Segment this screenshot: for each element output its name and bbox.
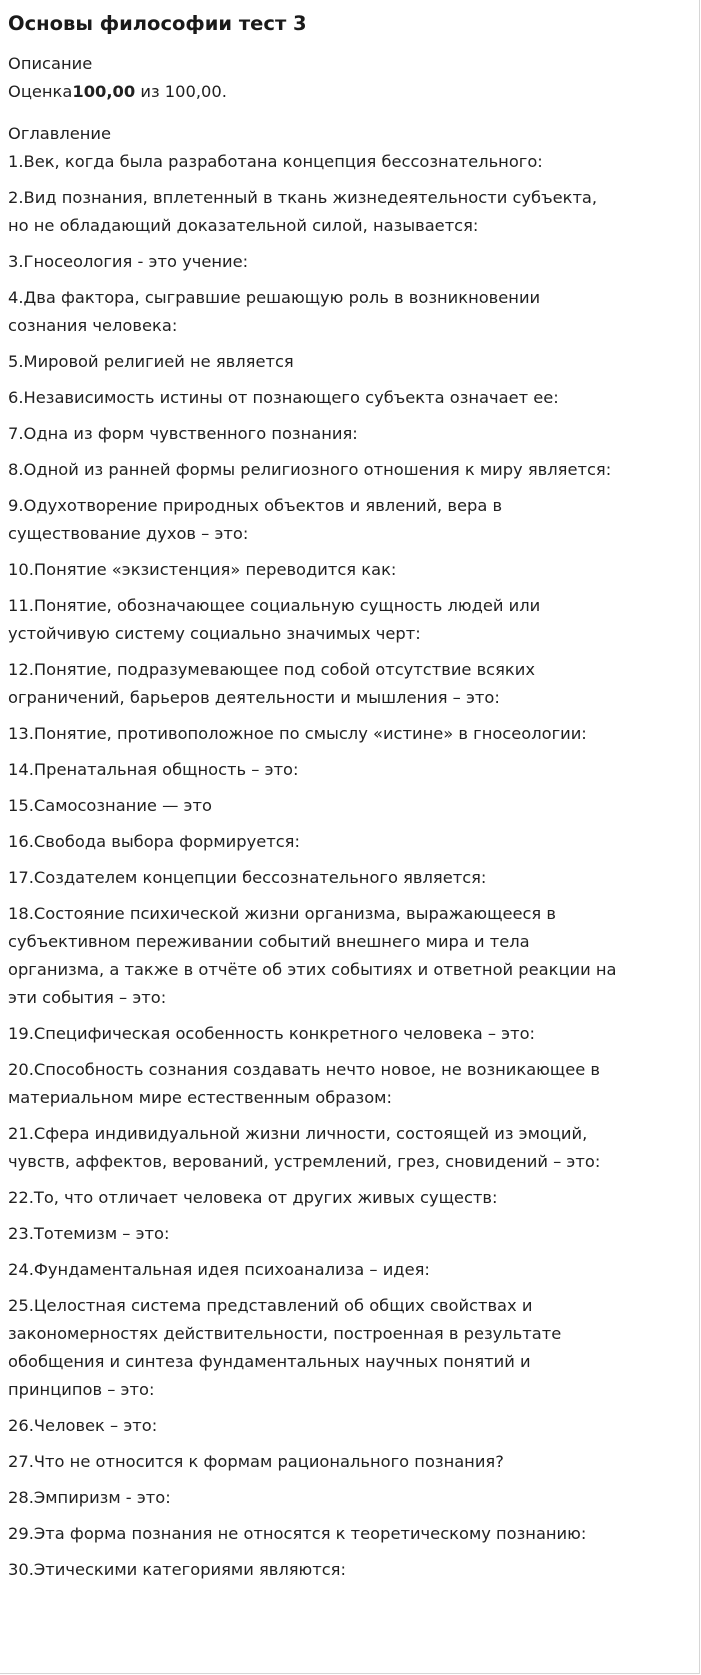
toc-item-line: 30.Этическими категориями являются: bbox=[8, 1560, 346, 1579]
grade-value: 100,00 bbox=[72, 82, 136, 101]
toc-item-line: 8.Одной из ранней формы религиозного отношения к миру является: bbox=[8, 460, 612, 479]
toc-item-line: но не обладающий доказательной силой, называется: bbox=[8, 216, 479, 235]
toc-item[interactable] bbox=[8, 1256, 692, 1284]
toc-item[interactable] bbox=[8, 248, 692, 276]
toc-item-line: 28.Эмпиризм - это: bbox=[8, 1488, 171, 1507]
toc-item-line: 15.Самосознание — это bbox=[8, 796, 212, 815]
toc-item[interactable] bbox=[8, 828, 692, 856]
toc-label: Оглавление bbox=[8, 124, 112, 143]
toc-item-line: 11.Понятие, обозначающее социальную сущность людей или bbox=[8, 596, 541, 615]
toc-item-line: 4.Два фактора, сыгравшие решающую роль в возникновении bbox=[8, 288, 541, 307]
toc-item[interactable] bbox=[8, 1056, 692, 1112]
toc-item-line: чувств, аффектов, верований, устремлений, грез, сновидений – это: bbox=[8, 1152, 601, 1171]
table-of-contents bbox=[8, 148, 692, 1584]
toc-item-line: обобщения и синтеза фундаментальных научных понятий и bbox=[8, 1352, 531, 1371]
description-label: Описание bbox=[8, 54, 93, 73]
toc-item[interactable] bbox=[8, 1520, 692, 1548]
toc-item-line: 18.Состояние психической жизни организма, выражающееся в bbox=[8, 904, 556, 923]
toc-item[interactable] bbox=[8, 1220, 692, 1248]
toc-item[interactable] bbox=[8, 1292, 692, 1404]
toc-item-line: принципов – это: bbox=[8, 1380, 155, 1399]
toc-item[interactable] bbox=[8, 864, 692, 892]
toc-item[interactable] bbox=[8, 492, 692, 548]
toc-item-line: 27.Что не относится к формам рационального познания? bbox=[8, 1452, 504, 1471]
toc-item-line: закономерностях действительности, построенная в результате bbox=[8, 1324, 562, 1343]
toc-item-line: 16.Свобода выбора формируется: bbox=[8, 832, 300, 851]
toc-item-line: 9.Одухотворение природных объектов и явлений, вера в bbox=[8, 496, 503, 515]
toc-item-line: 3.Гносеология - это учение: bbox=[8, 252, 249, 271]
toc-item-line: 7.Одна из форм чувственного познания: bbox=[8, 424, 358, 443]
toc-item-line: 5.Мировой религией не является bbox=[8, 352, 294, 371]
toc-item[interactable] bbox=[8, 792, 692, 820]
toc-item-line: эти события – это: bbox=[8, 988, 167, 1007]
toc-item-line: 10.Понятие «экзистенция» переводится как: bbox=[8, 560, 397, 579]
toc-item-line: 24.Фундаментальная идея психоанализа – идея: bbox=[8, 1260, 430, 1279]
toc-item[interactable] bbox=[8, 148, 692, 176]
toc-item-line: 26.Человек – это: bbox=[8, 1416, 158, 1435]
toc-item-line: существование духов – это: bbox=[8, 524, 249, 543]
toc-item[interactable] bbox=[8, 720, 692, 748]
toc-item-line: 21.Сфера индивидуальной жизни личности, состоящей из эмоций, bbox=[8, 1124, 588, 1143]
toc-item-line: 1.Век, когда была разработана концепция бессознательного: bbox=[8, 152, 543, 171]
toc-item-line: 22.То, что отличает человека от других живых существ: bbox=[8, 1188, 498, 1207]
toc-item-line: 12.Понятие, подразумевающее под собой отсутствие всяких bbox=[8, 660, 535, 679]
toc-item[interactable] bbox=[8, 592, 692, 648]
toc-item[interactable] bbox=[8, 900, 692, 1012]
toc-item[interactable] bbox=[8, 1556, 692, 1584]
toc-item-line: 23.Тотемизм – это: bbox=[8, 1224, 170, 1243]
toc-item[interactable] bbox=[8, 1184, 692, 1212]
toc-item[interactable] bbox=[8, 1448, 692, 1476]
grade-suffix: из 100,00. bbox=[135, 82, 227, 101]
toc-item-line: 14.Пренатальная общность – это: bbox=[8, 760, 299, 779]
toc-item-line: организма, а также в отчёте об этих событиях и ответной реакции на bbox=[8, 960, 617, 979]
toc-item[interactable] bbox=[8, 756, 692, 784]
toc-item-line: субъективном переживании событий внешнего мира и тела bbox=[8, 932, 530, 951]
toc-item-line: 13.Понятие, противоположное по смыслу «истине» в гносеологии: bbox=[8, 724, 587, 743]
toc-item[interactable] bbox=[8, 420, 692, 448]
toc-item-line: сознания человека: bbox=[8, 316, 178, 335]
toc-item[interactable] bbox=[8, 656, 692, 712]
grade-prefix: Оценка bbox=[8, 82, 73, 101]
toc-item-line: 29.Эта форма познания не относятся к теоретическому познанию: bbox=[8, 1524, 587, 1543]
toc-item-line: 6.Независимость истины от познающего субъекта означает ее: bbox=[8, 388, 559, 407]
toc-item-line: устойчивую систему социально значимых черт: bbox=[8, 624, 421, 643]
grade-line bbox=[8, 78, 692, 106]
page-title: Основы философии тест 3 bbox=[8, 12, 307, 35]
toc-item[interactable] bbox=[8, 184, 692, 240]
toc-item[interactable] bbox=[8, 284, 692, 340]
toc-item[interactable] bbox=[8, 1484, 692, 1512]
toc-item[interactable] bbox=[8, 1120, 692, 1176]
toc-item-line: 20.Способность сознания создавать нечто новое, не возникающее в bbox=[8, 1060, 601, 1079]
toc-item[interactable] bbox=[8, 1412, 692, 1440]
toc-item[interactable] bbox=[8, 1020, 692, 1048]
toc-item-line: 2.Вид познания, вплетенный в ткань жизнедеятельности субъекта, bbox=[8, 188, 598, 207]
toc-item-line: 25.Целостная система представлений об общих свойствах и bbox=[8, 1296, 533, 1315]
toc-item-line: 19.Специфическая особенность конкретного человека – это: bbox=[8, 1024, 536, 1043]
toc-item-line: 17.Создателем концепции бессознательного является: bbox=[8, 868, 487, 887]
document-content bbox=[8, 0, 692, 1592]
toc-item[interactable] bbox=[8, 556, 692, 584]
toc-item-line: ограничений, барьеров деятельности и мышления – это: bbox=[8, 688, 500, 707]
toc-item[interactable] bbox=[8, 384, 692, 412]
toc-item-line: материальном мире естественным образом: bbox=[8, 1088, 392, 1107]
toc-item[interactable] bbox=[8, 348, 692, 376]
toc-item[interactable] bbox=[8, 456, 692, 484]
